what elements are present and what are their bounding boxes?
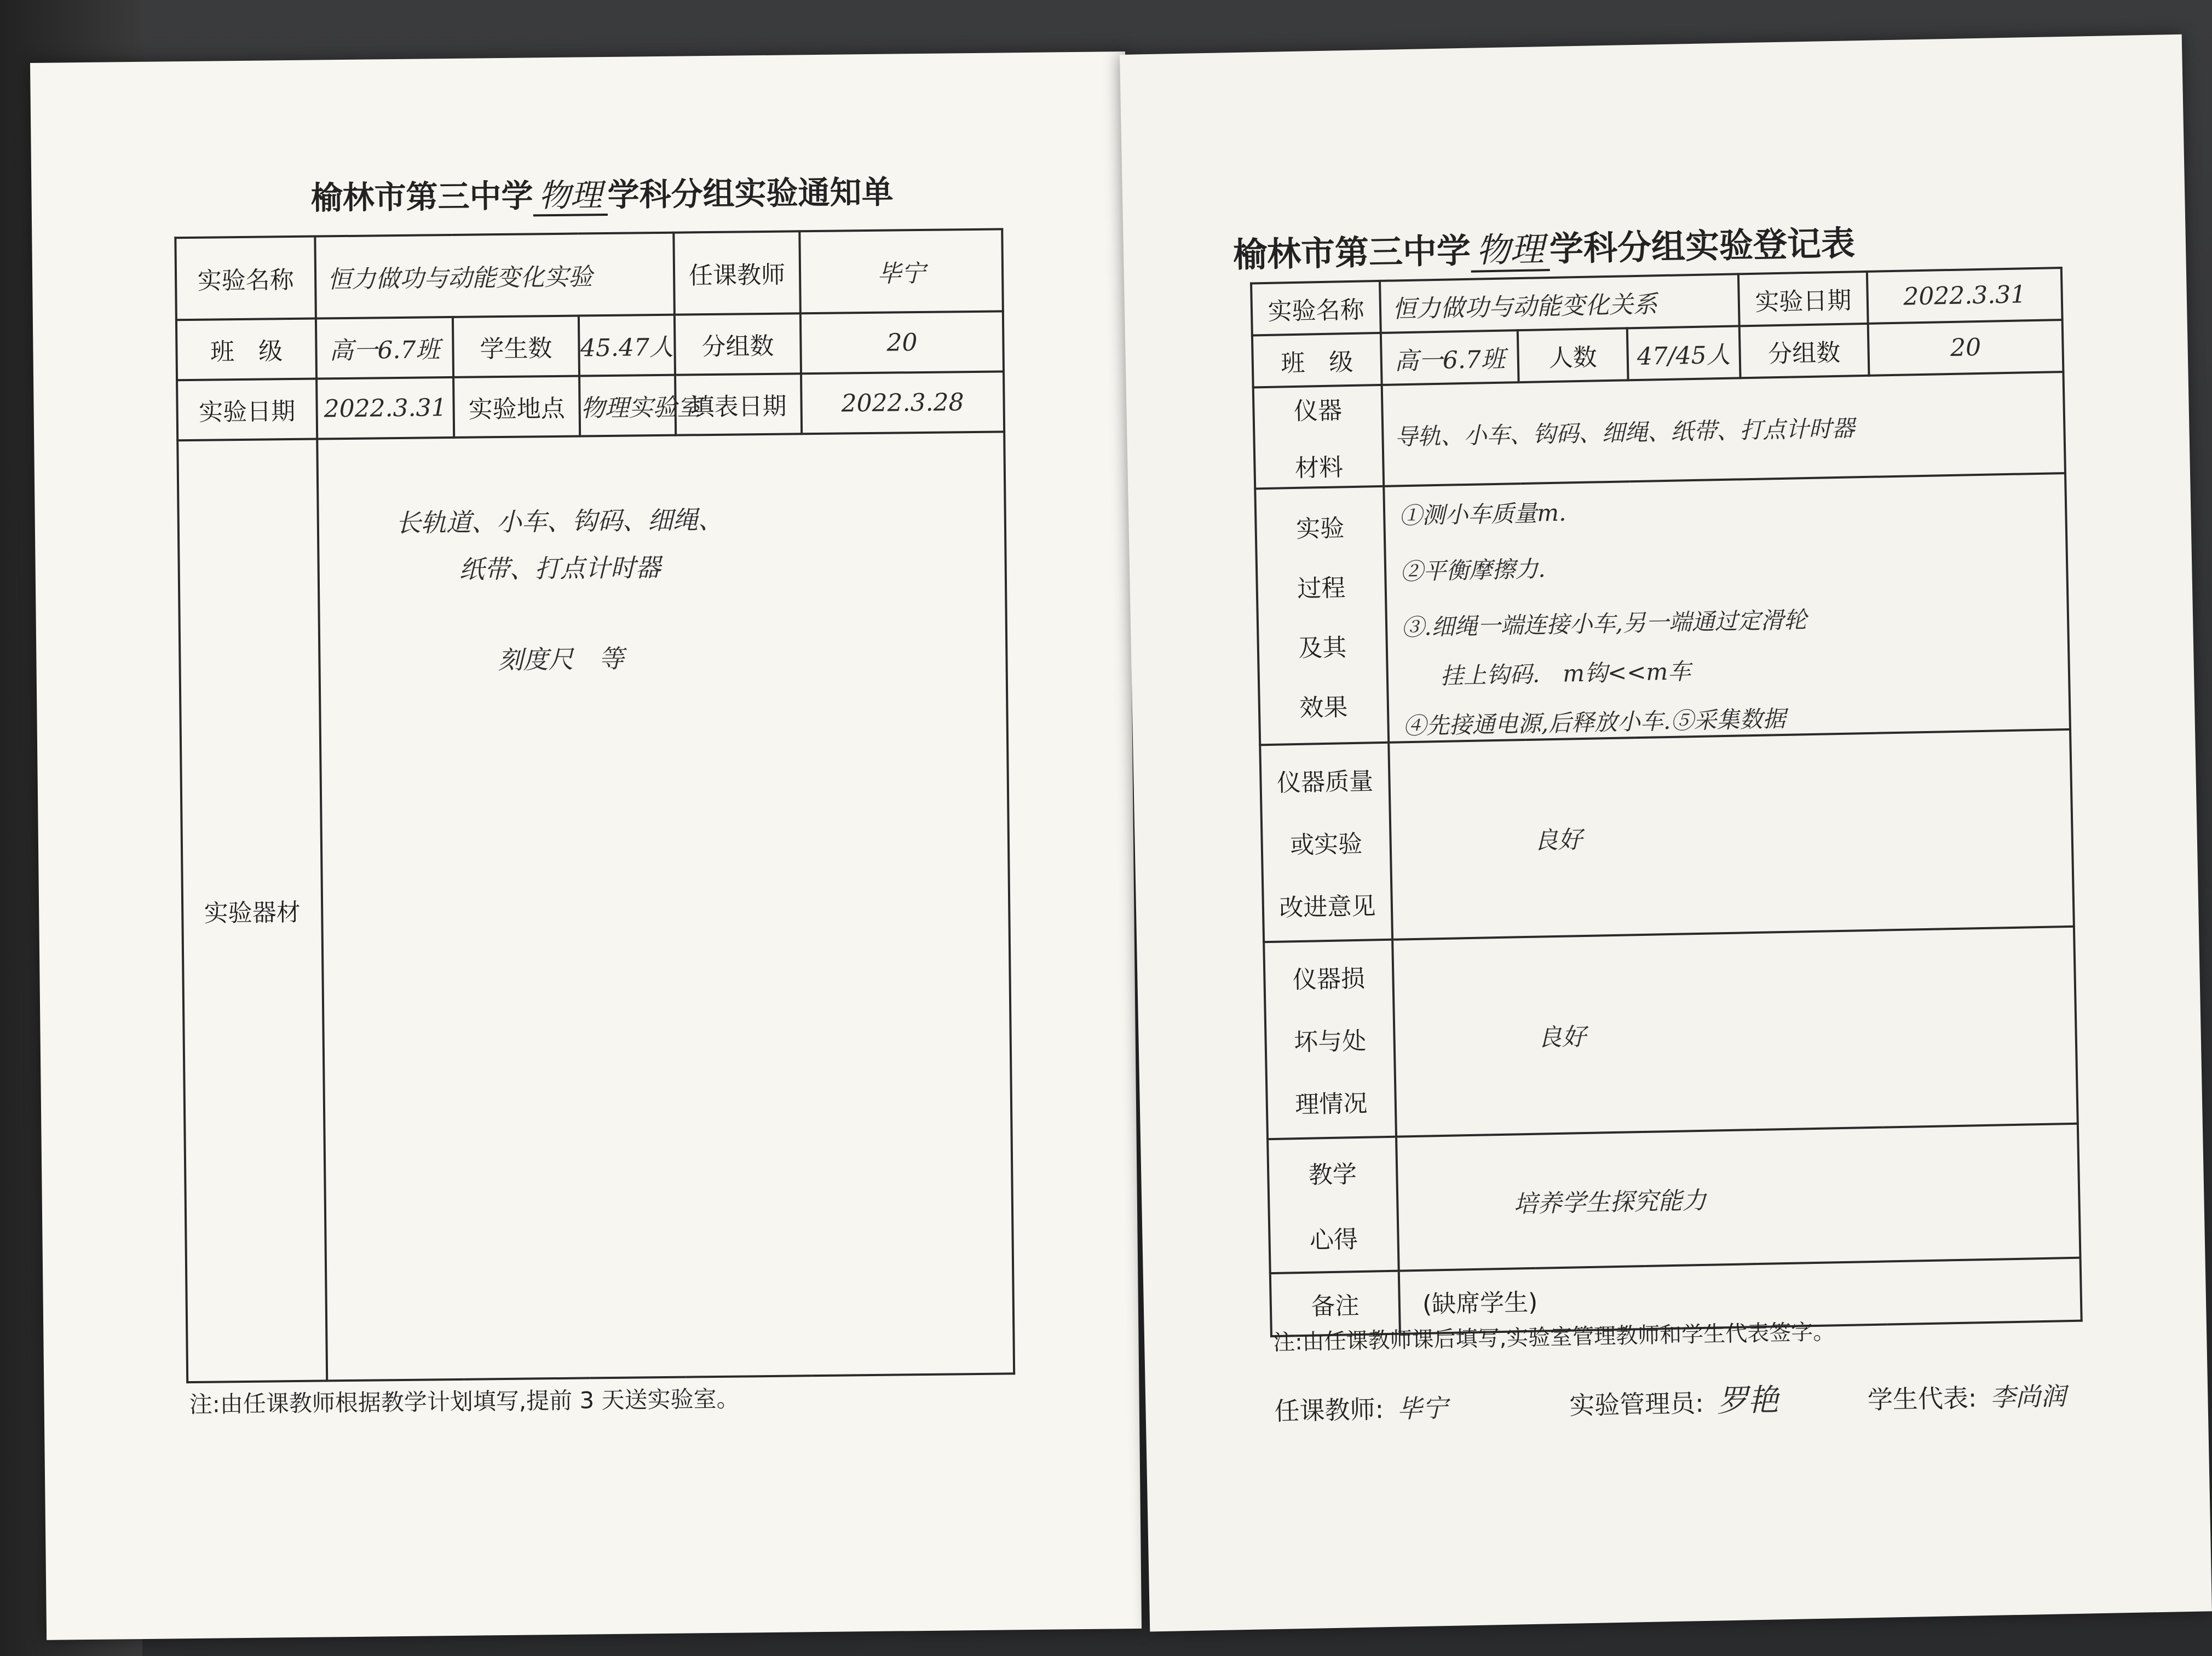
- notice-table: [174, 228, 1015, 1383]
- register-groups-value: 20: [1868, 320, 2064, 376]
- notice-teacher-value: 毕宁: [799, 229, 1003, 313]
- process-label-line: 及其: [1298, 633, 1347, 663]
- register-footnote: 注:由任课教师课后填写,实验室管理教师和学生代表签字。: [1272, 1319, 1835, 1356]
- insight-label-line: 心得: [1309, 1226, 1358, 1255]
- teacher-sign-label: 任课教师:: [1274, 1394, 1384, 1427]
- notice-teacher-label: 任课教师: [673, 231, 800, 314]
- register-remarks-label: 备注: [1270, 1271, 1400, 1336]
- student-sign-label: 学生代表:: [1867, 1383, 1977, 1415]
- register-remarks-value: (缺席学生): [1399, 1258, 2082, 1334]
- admin-sign-label: 实验管理员:: [1569, 1388, 1704, 1421]
- notice-students-label: 学生数: [453, 316, 579, 377]
- register-quality-value: 良好: [1389, 729, 2074, 940]
- notice-name-label: 实验名称: [175, 237, 316, 320]
- damage-label-line: 坏与处: [1293, 1027, 1367, 1057]
- register-groups-label: 分组数: [1739, 324, 1869, 378]
- teacher-signature: 毕宁: [1397, 1393, 1448, 1424]
- register-damage-value: 良好: [1392, 927, 2078, 1137]
- notice-date-value: 2022.3.31: [316, 377, 454, 439]
- register-count-label: 人数: [1518, 328, 1628, 382]
- notice-equipment-label: 实验器材: [177, 439, 327, 1383]
- notice-title-prefix: 榆林市第三中学: [310, 177, 533, 217]
- notice-title-suffix: 学科分组实验通知单: [607, 173, 894, 214]
- register-date-value: 2022.3.31: [1867, 268, 2063, 324]
- register-table: [1250, 267, 2083, 1337]
- notice-groups-value: 20: [800, 311, 1004, 373]
- register-class-value: 高一6.7班: [1381, 330, 1519, 385]
- quality-label-line: 改进意见: [1278, 892, 1376, 922]
- process-label-line: 过程: [1297, 573, 1346, 603]
- notice-sheet: [30, 51, 1142, 1640]
- register-name-value: 恒力做功与动能变化关系: [1380, 274, 1739, 333]
- register-quality-label: [1260, 743, 1392, 942]
- register-count-value: 47/45人: [1627, 326, 1741, 380]
- student-signature: 李尚润: [1990, 1381, 2066, 1412]
- notice-place-value: 物理实验室: [579, 375, 676, 436]
- register-title-subject: 物理: [1470, 229, 1549, 273]
- equipment-line: 刻度尺 等: [498, 643, 624, 675]
- notice-footnote: 注:由任课教师根据教学计划填写,提前 3 天送实验室。: [189, 1385, 740, 1418]
- notice-class-value: 高一6.7班: [316, 317, 453, 379]
- register-process-label: [1255, 486, 1389, 745]
- insight-label-line: 教学: [1308, 1160, 1357, 1189]
- register-title-prefix: 榆林市第三中学: [1232, 230, 1471, 275]
- notice-filldate-label: 填表日期: [675, 373, 802, 435]
- register-insight-label: [1268, 1137, 1399, 1273]
- process-label-line: 实验: [1295, 514, 1345, 543]
- equipment-line: 长轨道、小车、钩码、细绳、: [395, 504, 724, 538]
- process-line: ②平衡摩擦力.: [1399, 555, 1546, 585]
- notice-students-value: 45.47人: [579, 315, 675, 376]
- notice-place-label: 实验地点: [453, 376, 580, 438]
- signature-row: [1274, 1370, 2066, 1429]
- process-label-line: 效果: [1299, 693, 1348, 722]
- notice-title: [310, 166, 894, 219]
- instruments-label-line: 仪器: [1293, 396, 1343, 426]
- process-line: ④先接通电源,后释放小车.⑤采集数据: [1403, 705, 1786, 740]
- register-sheet: [1120, 34, 2212, 1632]
- notice-date-label: 实验日期: [177, 379, 317, 441]
- register-instruments-value: 导轨、小车、钩码、细绳、纸带、打点计时器: [1382, 372, 2065, 486]
- register-date-label: 实验日期: [1738, 272, 1868, 326]
- quality-label-line: 仪器质量: [1276, 767, 1374, 797]
- register-instruments-label: [1253, 385, 1384, 488]
- register-title: [1232, 216, 1856, 277]
- admin-signature: 罗艳: [1716, 1382, 1779, 1419]
- quality-label-line: 或实验: [1289, 830, 1363, 860]
- damage-label-line: 理情况: [1294, 1089, 1368, 1119]
- notice-groups-label: 分组数: [675, 313, 801, 375]
- process-line: ①测小车质量m.: [1398, 499, 1566, 530]
- notice-filldate-value: 2022.3.28: [801, 371, 1004, 434]
- process-line: 挂上钩码. m钩<<m车: [1440, 658, 1691, 689]
- notice-title-subject: 物理: [533, 176, 608, 216]
- instruments-label-line: 材料: [1294, 453, 1344, 482]
- register-process-cell: [1384, 473, 2070, 743]
- damage-label-line: 仪器损: [1292, 964, 1366, 994]
- equipment-line: 纸带、打点计时器: [459, 552, 661, 584]
- register-class-label: 班 级: [1252, 333, 1382, 387]
- register-title-suffix: 学科分组实验登记表: [1549, 223, 1856, 269]
- notice-equipment-cell: [317, 432, 1014, 1381]
- register-damage-label: [1264, 940, 1396, 1139]
- register-insight-value: 培养学生探究能力: [1396, 1124, 2080, 1271]
- process-line: ③.细绳一端连接小车,另一端通过定滑轮: [1401, 606, 1807, 641]
- notice-class-label: 班 级: [176, 319, 316, 381]
- notice-name-value: 恒力做功与动能变化实验: [315, 233, 675, 319]
- register-name-label: 实验名称: [1251, 281, 1381, 335]
